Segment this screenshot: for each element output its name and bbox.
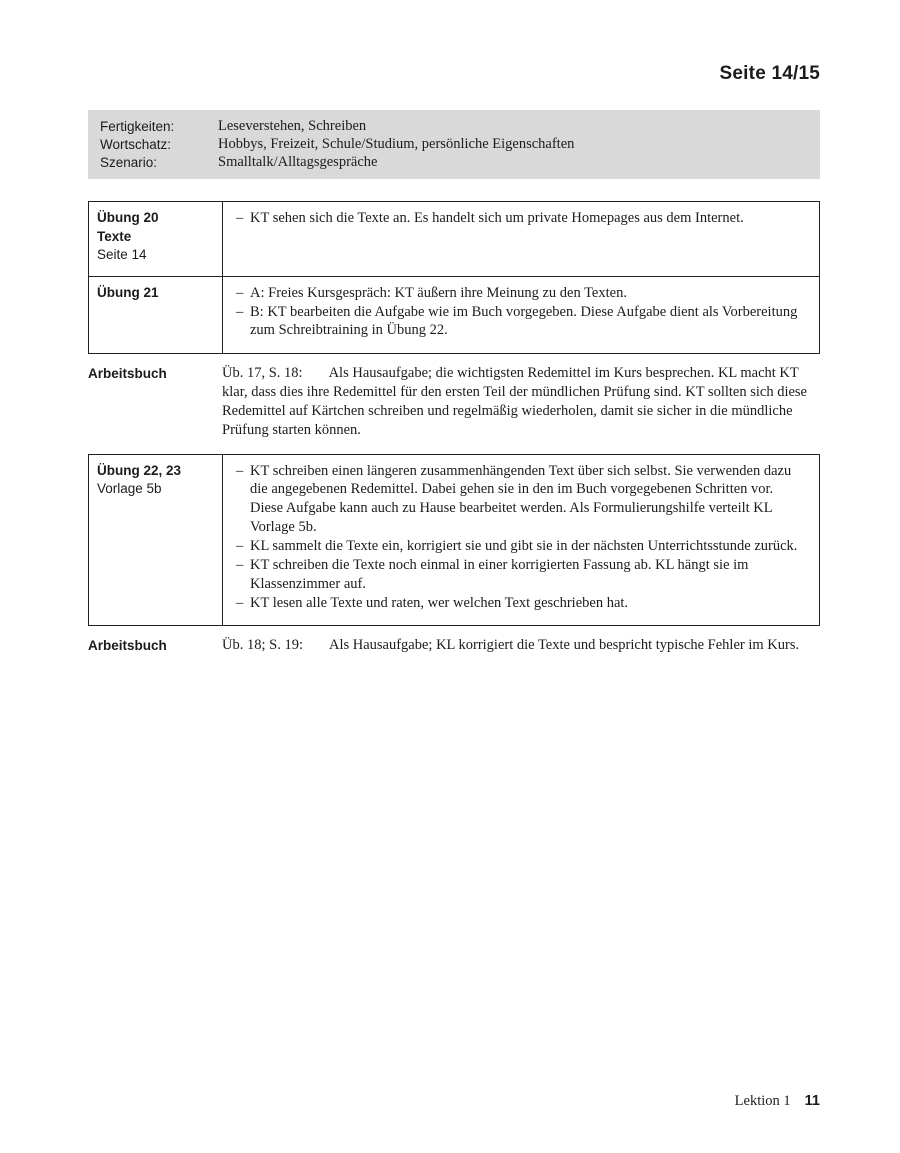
bullet-dash: –: [236, 594, 244, 611]
bullet-item: [236, 303, 807, 341]
bullet-dash: –: [236, 210, 244, 227]
exercise-content-cell: [223, 277, 819, 354]
document-page: [88, 0, 820, 655]
exercise-row-uebung-20: [89, 202, 819, 275]
exercise-row-uebung-22-23: [89, 455, 819, 626]
bullet-text: KL sammelt die Texte ein, korrigiert sie und gibt sie in der nächsten Unterrichtsstunde zurück.: [250, 538, 798, 554]
bullet-dash: –: [236, 462, 244, 479]
info-label: Fertigkeiten:: [100, 118, 175, 134]
exercise-title: Übung 22, 23: [97, 462, 182, 478]
exercise-table-1: [88, 201, 820, 354]
exercise-page-ref: Seite 14: [97, 246, 147, 262]
bullet-item: [236, 594, 807, 613]
bullet-item: [236, 556, 807, 594]
bullet-item: [236, 209, 807, 228]
exercise-content-cell: [223, 202, 819, 275]
bullet-item: [236, 462, 807, 537]
arbeitsbuch-label: Arbeitsbuch: [88, 638, 167, 654]
bullet-dash: –: [236, 284, 244, 301]
info-row-wortschatz: [100, 135, 810, 153]
page-header: [88, 62, 820, 87]
arbeitsbuch-text: Als Hausaufgabe; KL korrigiert die Texte und bespricht typische Fehler im Kurs.: [328, 637, 800, 654]
arbeitsbuch-body: [222, 364, 820, 439]
arbeitsbuch-reference: Üb. 18; S. 19:: [222, 637, 303, 654]
bullet-dash: –: [236, 303, 244, 320]
exercise-table-2: [88, 454, 820, 627]
bullet-text: A: Freies Kursgespräch: KT äußern ihre Meinung zu den Texten.: [250, 284, 627, 301]
exercise-row-uebung-21: [89, 276, 819, 354]
arbeitsbuch-text: Als Hausaufgabe; die wichtigsten Redemittel im Kurs besprechen. KL macht KT klar, dass dies ihre Redemittel für den ersten Teil der mündlichen Prüfung sind. KT sollten sich diese Redemittel auf Kärtchen schreiben und regelmäßig wiederholen, damit sie sicher in die mündliche Prüfung starten können.: [222, 365, 807, 438]
footer-page-number: 11: [804, 1093, 820, 1110]
exercise-title: Übung 20: [97, 210, 159, 226]
footer-lesson-label: Lektion 1: [734, 1093, 791, 1110]
bullet-item: [236, 537, 807, 556]
bullet-text: KT sehen sich die Texte an. Es handelt sich um private Homepages aus dem Internet.: [250, 210, 744, 227]
exercise-label-cell: [89, 202, 223, 275]
bullet-text: KT schreiben einen längeren zusammenhängenden Text über sich selbst. Sie verwenden dazu die angegebenen Redemittel. Dabei gehen sie in den im Buch vorgegebenen Schritten vor. Diese Aufgabe kann auch zu Hause bearbeitet werden. Als Formulierungshilfe verteilt KL Vorlage 5b.: [250, 462, 792, 536]
bullet-text: B: KT bearbeiten die Aufgabe wie im Buch vorgegeben. Diese Aufgabe dient als Vorbereitung zum Schreibtraining in Übung 22.: [250, 303, 798, 339]
info-value: Leseverstehen, Schreiben: [218, 117, 367, 134]
exercise-label-cell: [89, 455, 223, 626]
bullet-dash: –: [236, 538, 244, 554]
bullet-text: KT schreiben die Texte noch einmal in einer korrigierten Fassung ab. KL hängt sie im Klassenzimmer auf.: [250, 556, 749, 592]
exercise-subtitle: Texte: [97, 228, 132, 244]
bullet-text: KT lesen alle Texte und raten, wer welchen Text geschrieben hat.: [250, 594, 629, 611]
arbeitsbuch-section-2: [88, 636, 820, 655]
bullet-dash: –: [236, 556, 244, 573]
exercise-content-cell: [223, 455, 819, 626]
bullet-item: [236, 284, 807, 303]
arbeitsbuch-body: [222, 636, 820, 655]
info-label: Szenario:: [100, 155, 158, 171]
info-row-szenario: [100, 153, 810, 171]
exercise-title: Übung 21: [97, 284, 159, 300]
info-label: Wortschatz:: [100, 136, 172, 152]
page-footer: [735, 1092, 820, 1111]
exercise-template-ref: Vorlage 5b: [97, 480, 162, 496]
info-row-fertigkeiten: [100, 117, 810, 135]
arbeitsbuch-reference: Üb. 17, S. 18:: [222, 365, 303, 382]
page-title: Seite 14/15: [719, 63, 820, 84]
info-value: Smalltalk/Alltagsgespräche: [218, 154, 378, 171]
exercise-label-cell: [89, 277, 223, 354]
info-value: Hobbys, Freizeit, Schule/Studium, persönliche Eigenschaften: [218, 135, 575, 152]
info-box: [88, 110, 820, 180]
arbeitsbuch-label: Arbeitsbuch: [88, 366, 167, 382]
arbeitsbuch-section-1: [88, 364, 820, 439]
